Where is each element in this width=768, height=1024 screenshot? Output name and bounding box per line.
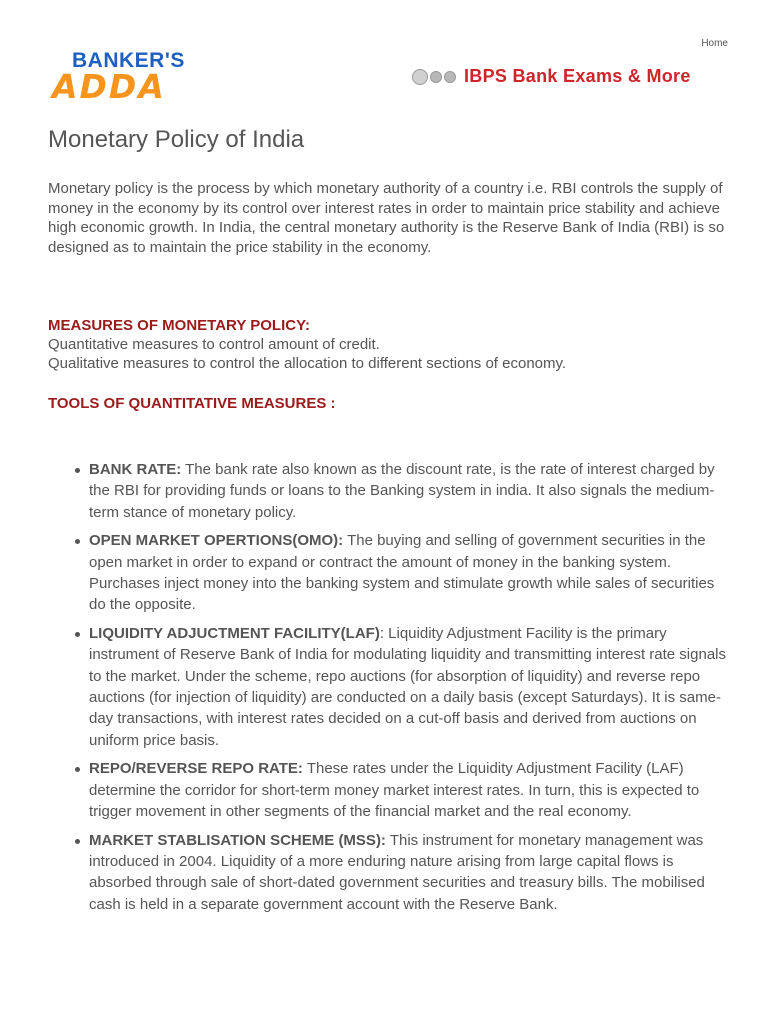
tool-description: The bank rate also known as the discount rate, is the rate of interest charged by the RBI for providing funds or loans to the Banking system in india. It also signals the medium-term stance of monetary policy. <box>89 461 715 521</box>
measure-qualitative: Qualitative measures to control the allocation to different sections of economy. <box>48 355 567 372</box>
banner-text: IBPS Bank Exams & More <box>464 66 691 86</box>
tool-term: LIQUIDITY ADJUCTMENT FACILITY(LAF) <box>89 624 380 642</box>
tool-term: BANK RATE: <box>89 461 182 478</box>
tool-term: MARKET STABLISATION SCHEME (MSS): <box>89 831 386 849</box>
tools-list <box>48 459 729 922</box>
measure-quantitative: Quantitative measures to control amount of credit. <box>48 336 380 353</box>
bankers-adda-logo[interactable] <box>52 49 212 106</box>
tool-term: OPEN MARKET OPERTIONS(OMO): <box>89 532 344 550</box>
intro-paragraph: Monetary policy is the process by which monetary authority of a country i.e. RBI controls the supply of money in the economy by its control over interest rates in order to maintain price stability and achieve high economic growth. In India, the central monetary authority is the Reserve Bank of India (RBI) is so designed as to maintain the price stability in the economy. <box>48 180 725 256</box>
measures-heading: MEASURES OF MONETARY POLICY: <box>48 317 310 334</box>
tool-description: This instrument for monetary management was introduced in 2004. Liquidity of a more enduring nature arising from large capital flows is absorbed through sale of short-dated government securities and treasury bills. The mobilised cash is held in a separate government account with the Reserve Bank. <box>89 831 705 913</box>
logo-bottom-text: ADDA <box>52 67 166 106</box>
tool-description: These rates under the Liquidity Adjustment Facility (LAF) determine the corridor for short-term money market interest rates. In turn, this is expected to trigger movement in other segments of the financial market and the real economy. <box>89 760 700 821</box>
list-item <box>89 623 729 751</box>
tool-term: REPO/REVERSE REPO RATE: <box>89 760 303 778</box>
list-item <box>89 459 729 523</box>
header-banner <box>412 66 691 87</box>
list-item <box>89 758 729 822</box>
list-item <box>89 530 729 616</box>
page-title: Monetary Policy of India <box>48 126 305 153</box>
dots-icon <box>412 69 458 85</box>
list-item <box>89 830 729 916</box>
tool-description: : Liquidity Adjustment Facility is the primary instrument of Reserve Bank of India for modulating liquidity and transmitting interest rate signals to the market. Under the scheme, repo auctions (for absorption of liquidity) and reverse repo auctions (for injection of liquidity) are conducted on a daily basis (except Saturdays). It is same-day transactions, with interest rates decided on a cut-off basis and derived from auctions on uniform price basis. <box>89 624 726 749</box>
tool-description: The buying and selling of government securities in the open market in order to expand or contract the amount of money in the banking system. Purchases inject money into the banking system and stimulate growth while sales of securities do the opposite. <box>89 532 715 614</box>
home-link[interactable]: Home <box>701 38 728 49</box>
tools-heading: TOOLS OF QUANTITATIVE MEASURES : <box>48 395 336 412</box>
logo-top-text: BANKER'S <box>72 49 185 72</box>
